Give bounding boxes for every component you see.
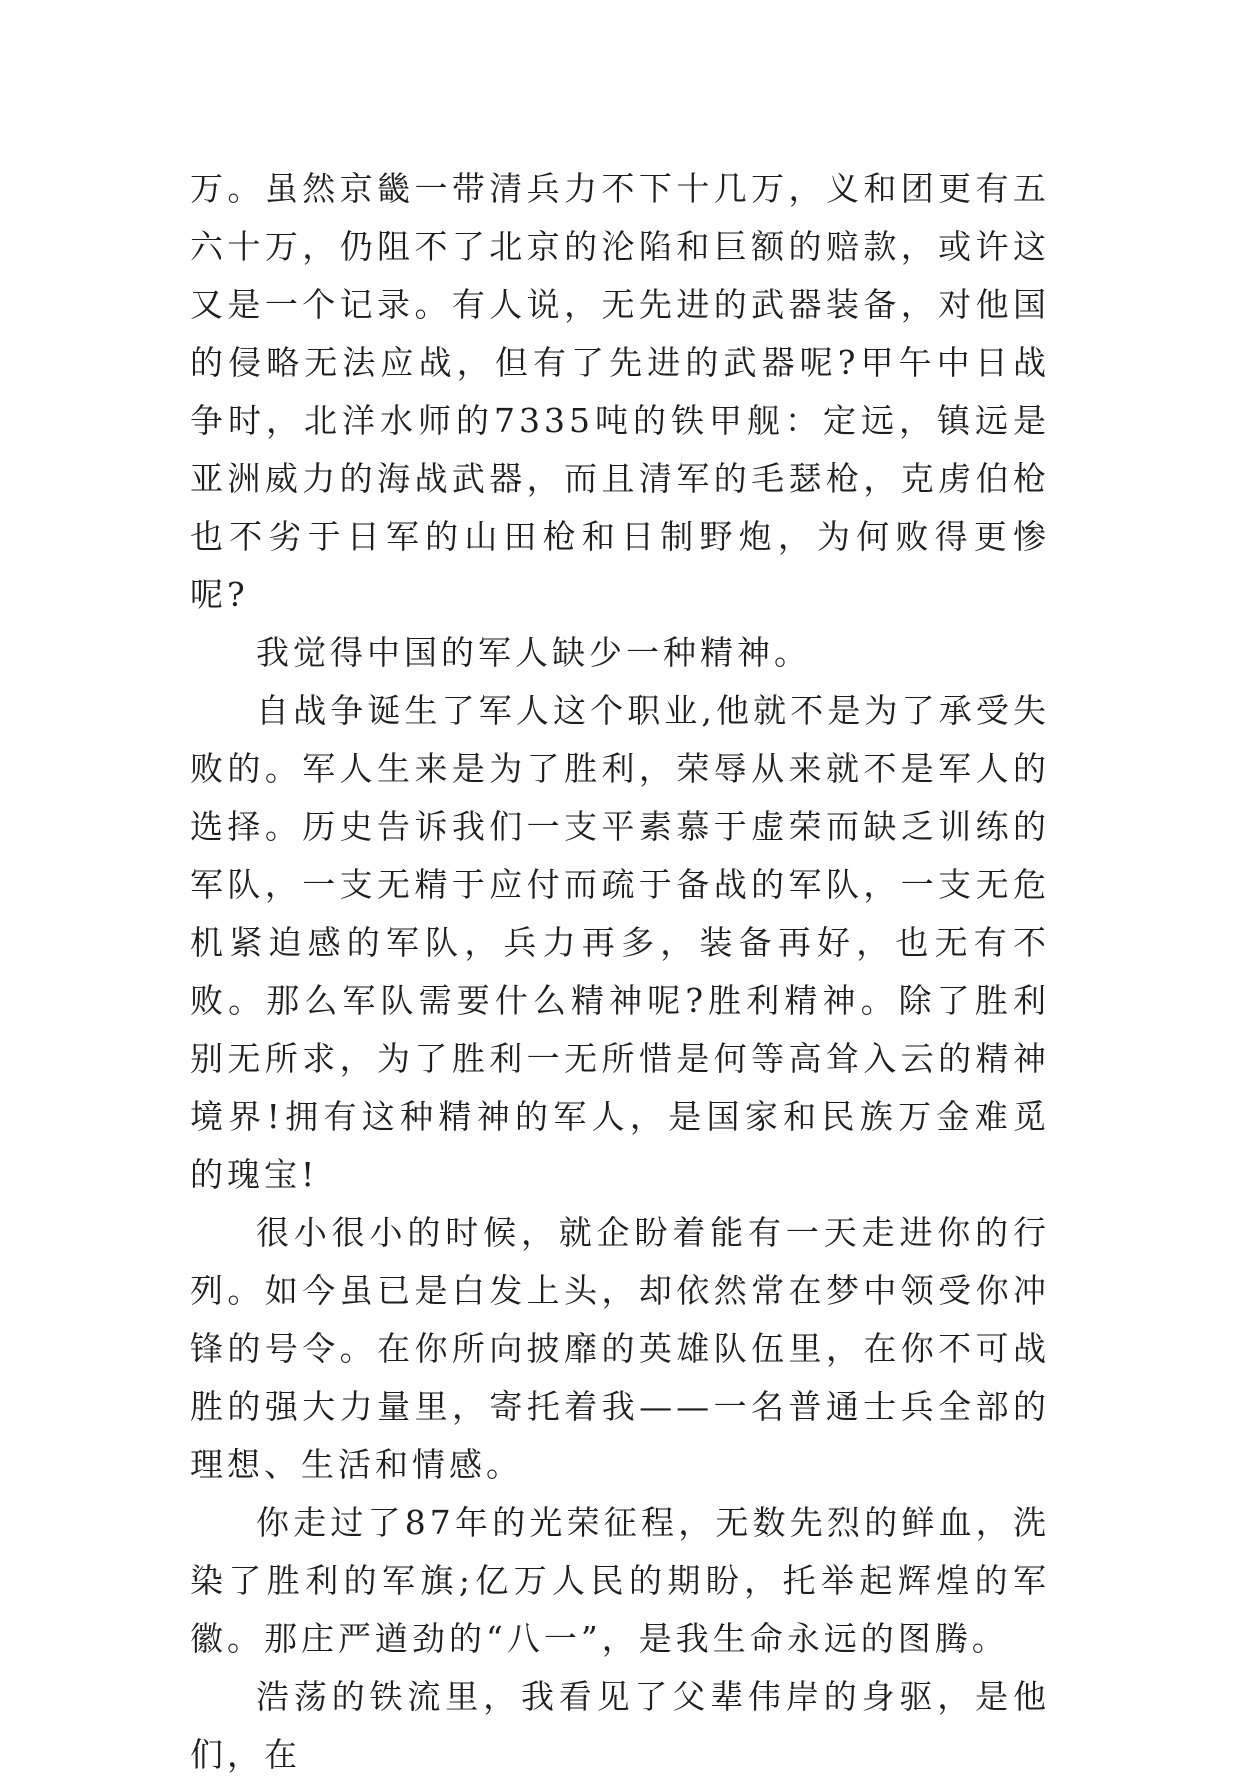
body-text xyxy=(190,160,1050,1784)
paragraph: 我觉得中国的军人缺少一种精神。 xyxy=(256,633,811,672)
paragraph: 你走过了87年的光荣征程，无数先烈的鲜血，洗染了胜利的军旗;亿万人民的期盼，托举起辉煌的军徽。那庄严遒劲的“八一”，是我生命永远的图腾。 xyxy=(190,1503,1050,1658)
paragraph: 自战争诞生了军人这个职业,他就不是为了承受失败的。军人生来是为了胜利，荣辱从来就不是军人的选择。历史告诉我们一支平素慕于虚荣而缺乏训练的军队，一支无精于应付而疏于备战的军队，一支无危机紧迫感的军队，兵力再多，装备再好，也无有不败。那么军队需要什么精神呢?胜利精神。除了胜利别无所求，为了胜利一无所惜是何等高耸入云的精神境界!拥有这种精神的军人，是国家和民族万金难觅的瑰宝! xyxy=(190,691,1050,1194)
paragraph: 很小很小的时候，就企盼着能有一天走进你的行列。如今虽已是白发上头，却依然常在梦中领受你冲锋的号令。在你所向披靡的英雄队伍里，在你不可战胜的强大力量里，寄托着我——一名普通士兵全部的理想、生活和情感。 xyxy=(190,1213,1050,1484)
paragraph-continued: 万。虽然京畿一带清兵力不下十几万，义和团更有五六十万，仍阻不了北京的沦陷和巨额的赔款，或许这又是一个记录。有人说，无先进的武器装备，对他国的侵略无法应战，但有了先进的武器呢?甲午中日战争时，北洋水师的7335吨的铁甲舰：定远，镇远是亚洲威力的海战武器，而且清军的毛瑟枪，克虏伯枪也不劣于日军的山田枪和日制野炮，为何败得更惨呢? xyxy=(190,169,1050,614)
paragraph: 浩荡的铁流里，我看见了父辈伟岸的身驱，是他们，在 xyxy=(190,1677,1050,1774)
